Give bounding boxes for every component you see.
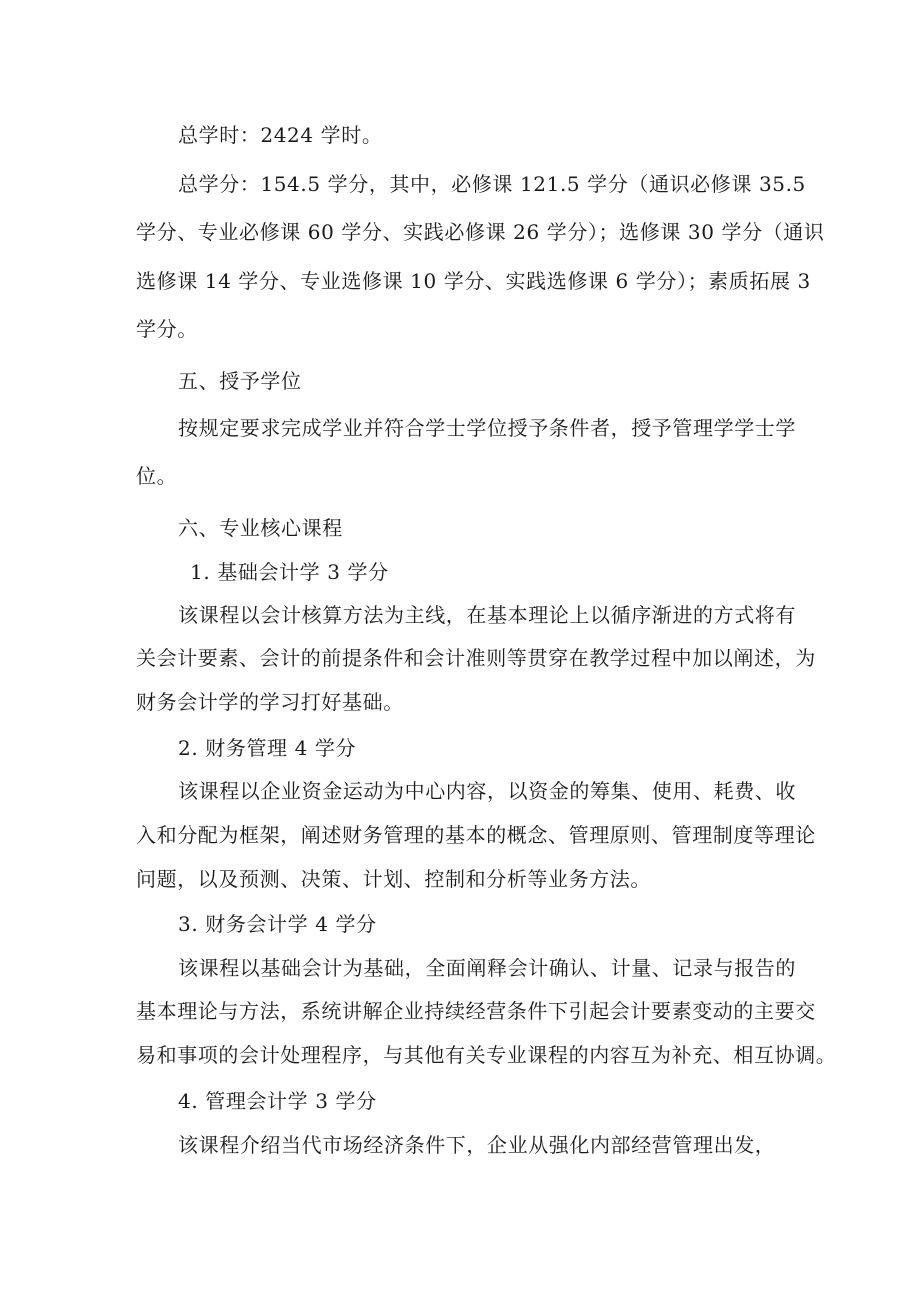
total-hours: 总学时：2424 学时。 (178, 123, 383, 147)
total-credits-line: 总学分：154.5 学分，其中，必修课 121.5 学分（通识必修课 35.5 (178, 172, 806, 196)
degree-paragraph-line: 按规定要求完成学业并符合学士学位授予条件者，授予管理学学士学 (178, 416, 796, 440)
section-heading-core-courses: 六、专业核心课程 (178, 516, 343, 540)
course-title: 3. 财务会计学 4 学分 (178, 912, 377, 936)
course-description-line: 该课程以会计核算方法为主线，在基本理论上以循序渐进的方式将有 (178, 603, 796, 627)
course-description-line: 财务会计学的学习打好基础。 (136, 690, 404, 714)
course-description-line: 入和分配为框架，阐述财务管理的基本的概念、管理原则、管理制度等理论 (136, 823, 816, 847)
course-description-line: 该课程介绍当代市场经济条件下，企业从强化内部经营管理出发， (178, 1133, 776, 1157)
course-title: 2. 财务管理 4 学分 (178, 736, 357, 760)
course-title: 4. 管理会计学 3 学分 (178, 1089, 377, 1113)
degree-paragraph-line: 位。 (136, 464, 178, 488)
total-credits-line: 学分、专业必修课 60 学分、实践必修课 26 学分）；选修课 30 学分（通识 (136, 220, 825, 244)
course-description-line: 基本理论与方法，系统讲解企业持续经营条件下引起会计要素变动的主要交 (136, 999, 816, 1023)
course-description-line: 问题，以及预测、决策、计划、控制和分析等业务方法。 (136, 867, 651, 891)
course-description-line: 该课程以基础会计为基础，全面阐释会计确认、计量、记录与报告的 (178, 956, 796, 980)
section-heading-degree: 五、授予学位 (178, 369, 302, 393)
total-credits-line: 学分。 (136, 317, 198, 341)
total-credits-line: 选修课 14 学分、专业选修课 10 学分、实践选修课 6 学分）；素质拓展 3 (136, 269, 811, 293)
course-description-line: 易和事项的会计处理程序，与其他有关专业课程的内容互为补充、相互协调。 (136, 1043, 837, 1067)
course-description-line: 该课程以企业资金运动为中心内容，以资金的筹集、使用、耗费、收 (178, 779, 796, 803)
course-description-line: 关会计要素、会计的前提条件和会计准则等贯穿在教学过程中加以阐述，为 (136, 646, 816, 670)
course-title: 1. 基础会计学 3 学分 (190, 560, 389, 584)
